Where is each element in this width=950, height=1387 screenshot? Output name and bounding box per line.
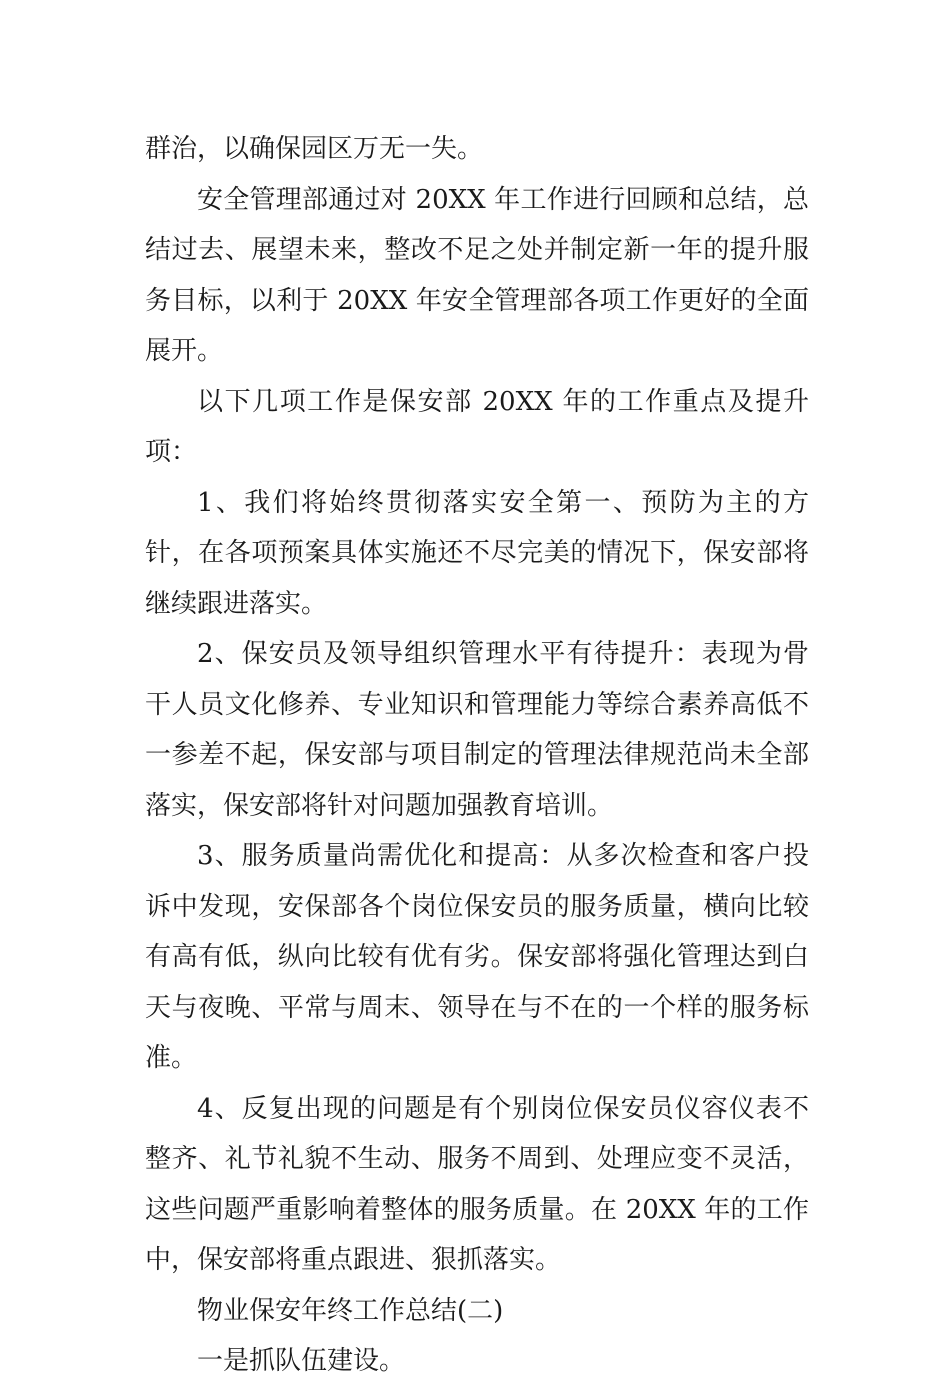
section-heading: 物业保安年终工作总结(二) (197, 1295, 504, 1326)
document-body (145, 124, 809, 1387)
paragraph-key-items-intro: 以下几项工作是保安部 20XX 年的工作重点及提升项： (145, 386, 809, 467)
paragraph-item-2: 2、保安员及领导组织管理水平有待提升：表现为骨干人员文化修养、专业知识和管理能力等综合素养高低不一参差不起，保安部与项目制定的管理法律规范尚未全部落实，保安部将针对问题加强教育培训。 (145, 639, 809, 821)
paragraph-review-summary: 安全管理部通过对 20XX 年工作进行回顾和总结，总结过去、展望未来，整改不足之处并制定新一年的提升服务目标，以利于 20XX 年安全管理部各项工作更好的全面展开。 (145, 184, 809, 366)
paragraph-item-3: 3、服务质量尚需优化和提高：从多次检查和客户投诉中发现，安保部各个岗位保安员的服务质量，横向比较有高有低，纵向比较有优有劣。保安部将强化管理达到白天与夜晚、平常与周末、领导在与不在的一个样的服务标准。 (145, 841, 809, 1073)
paragraph-continuation: 群治，以确保园区万无一失。 (145, 134, 484, 164)
paragraph-item-1: 1、我们将始终贯彻落实安全第一、预防为主的方针，在各项预案具体实施还不尽完美的情况下，保安部将继续跟进落实。 (145, 487, 809, 619)
paragraph-item-4: 4、反复出现的问题是有个别岗位保安员仪容仪表不整齐、礼节礼貌不生动、服务不周到、处理应变不灵活，这些问题严重影响着整体的服务质量。在 20XX 年的工作中，保安部将重点跟进、狠抓落实。 (145, 1093, 809, 1275)
paragraph-team-building: 一是抓队伍建设。 (197, 1346, 406, 1376)
